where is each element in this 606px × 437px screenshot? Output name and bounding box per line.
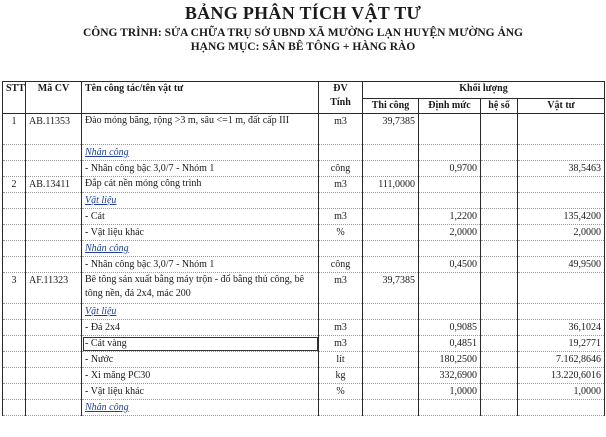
thi-cong-cell <box>363 193 419 209</box>
stt-cell <box>3 193 26 209</box>
he-so-cell <box>481 209 518 225</box>
category-row <box>3 304 605 320</box>
stt-cell <box>3 161 26 177</box>
ma-cv-cell <box>26 145 82 161</box>
dinh-muc-cell <box>419 400 481 416</box>
ma-cv-cell: AF.11323 <box>26 273 82 304</box>
unit-cell: m3 <box>319 209 363 225</box>
work-item-row <box>3 177 605 193</box>
vat-tu-cell <box>518 400 605 416</box>
vat-tu-cell <box>518 177 605 193</box>
unit-cell <box>319 304 363 320</box>
col-dv-line2: Tính <box>330 97 351 108</box>
unit-cell: % <box>319 225 363 241</box>
name-cell: - Cát vàng <box>82 336 319 352</box>
unit-cell <box>319 400 363 416</box>
dinh-muc-cell: 1,2200 <box>419 209 481 225</box>
stt-cell <box>3 400 26 416</box>
resource-row <box>3 161 605 177</box>
unit-cell: m3 <box>319 177 363 193</box>
work-item-row <box>3 114 605 145</box>
unit-cell: m3 <box>319 336 363 352</box>
category-label: Nhân công <box>85 147 129 158</box>
vat-tu-cell <box>518 273 605 304</box>
dinh-muc-cell: 0,4500 <box>419 257 481 273</box>
dinh-muc-cell: 1,0000 <box>419 384 481 400</box>
dinh-muc-cell: 0,9700 <box>419 161 481 177</box>
category-label: Nhân công <box>85 243 129 254</box>
col-khoi-luong: Khối lượng <box>363 82 605 99</box>
unit-cell: m3 <box>319 273 363 304</box>
name-cell: - Nước <box>82 352 319 368</box>
name-cell: Bê tông sản xuất bằng máy trộn - đổ bằng thủ công, bê tông nền, đá 2x4, mác 200 <box>82 273 319 304</box>
vat-tu-cell: 49,9500 <box>518 257 605 273</box>
dinh-muc-cell: 332,6900 <box>419 368 481 384</box>
he-so-cell <box>481 145 518 161</box>
dinh-muc-cell <box>419 145 481 161</box>
name-cell <box>82 241 319 257</box>
vat-tu-cell <box>518 145 605 161</box>
name-cell: - Vật liệu khác <box>82 225 319 241</box>
dinh-muc-cell <box>419 304 481 320</box>
col-thi-cong: Thi công <box>363 99 419 114</box>
name-cell: - Vật liệu khác <box>82 384 319 400</box>
col-ma-cv: Mã CV <box>26 82 82 114</box>
name-cell <box>82 193 319 209</box>
col-dv <box>319 82 363 114</box>
name-cell <box>82 400 319 416</box>
vat-tu-cell: 7.162,8646 <box>518 352 605 368</box>
ma-cv-cell <box>26 257 82 273</box>
unit-cell: kg <box>319 368 363 384</box>
vat-tu-cell: 36,1024 <box>518 320 605 336</box>
he-so-cell <box>481 368 518 384</box>
he-so-cell <box>481 257 518 273</box>
stt-cell <box>3 145 26 161</box>
he-so-cell <box>481 352 518 368</box>
vat-tu-cell <box>518 193 605 209</box>
stt-cell: 1 <box>3 114 26 145</box>
he-so-cell <box>481 193 518 209</box>
thi-cong-cell <box>363 257 419 273</box>
col-stt: STT <box>3 82 26 114</box>
vat-tu-cell: 135,4200 <box>518 209 605 225</box>
name-cell: - Xi măng PC30 <box>82 368 319 384</box>
he-so-cell <box>481 336 518 352</box>
he-so-cell <box>481 177 518 193</box>
materials-table <box>2 81 605 416</box>
name-cell: - Nhân công bậc 3,0/7 - Nhóm 1 <box>82 257 319 273</box>
thi-cong-cell: 39,7385 <box>363 114 419 145</box>
dinh-muc-cell <box>419 273 481 304</box>
stt-cell <box>3 336 26 352</box>
ma-cv-cell <box>26 336 82 352</box>
vat-tu-cell <box>518 304 605 320</box>
document-title: BẢNG PHÂN TÍCH VẬT TƯ <box>184 3 422 23</box>
dinh-muc-cell: 180,2500 <box>419 352 481 368</box>
dinh-muc-cell <box>419 241 481 257</box>
unit-cell: m3 <box>319 114 363 145</box>
dinh-muc-cell: 0,4851 <box>419 336 481 352</box>
unit-cell: công <box>319 161 363 177</box>
thi-cong-cell <box>363 336 419 352</box>
col-dinh-muc: Định mức <box>419 99 481 114</box>
thi-cong-cell <box>363 368 419 384</box>
ma-cv-cell <box>26 241 82 257</box>
thi-cong-cell <box>363 161 419 177</box>
resource-row <box>3 225 605 241</box>
ma-cv-cell <box>26 400 82 416</box>
col-dv-line1: ĐV <box>333 83 348 94</box>
name-cell: - Đá 2x4 <box>82 320 319 336</box>
thi-cong-cell <box>363 352 419 368</box>
stt-cell: 3 <box>3 273 26 304</box>
resource-row <box>3 352 605 368</box>
resource-row <box>3 257 605 273</box>
ma-cv-cell <box>26 304 82 320</box>
col-ten: Tên công tác/tên vật tư <box>82 82 319 114</box>
category-row <box>3 145 605 161</box>
ma-cv-cell <box>26 209 82 225</box>
stt-cell: 2 <box>3 177 26 193</box>
he-so-cell <box>481 400 518 416</box>
ma-cv-cell <box>26 368 82 384</box>
thi-cong-cell <box>363 320 419 336</box>
vat-tu-cell: 38,5463 <box>518 161 605 177</box>
dinh-muc-cell: 2,0000 <box>419 225 481 241</box>
name-cell <box>82 304 319 320</box>
col-vat-tu: Vật tư <box>518 99 605 114</box>
thi-cong-cell <box>363 400 419 416</box>
he-so-cell <box>481 114 518 145</box>
dinh-muc-cell <box>419 193 481 209</box>
vat-tu-cell: 1,0000 <box>518 384 605 400</box>
he-so-cell <box>481 273 518 304</box>
name-cell <box>82 145 319 161</box>
resource-row <box>3 320 605 336</box>
vat-tu-cell: 2,0000 <box>518 225 605 241</box>
unit-cell <box>319 193 363 209</box>
resource-row <box>3 384 605 400</box>
name-cell: Đào móng băng, rộng >3 m, sâu <=1 m, đất cấp III <box>82 114 319 145</box>
ma-cv-cell <box>26 225 82 241</box>
stt-cell <box>3 368 26 384</box>
category-label: Nhân công <box>85 402 129 413</box>
he-so-cell <box>481 161 518 177</box>
thi-cong-cell <box>363 145 419 161</box>
he-so-cell <box>481 304 518 320</box>
dinh-muc-cell: 0,9085 <box>419 320 481 336</box>
project-line: CÔNG TRÌNH: SỬA CHỮA TRỤ SỞ UBND XÃ MƯỜNG LẠN HUYỆN MƯỜNG ẢNG <box>83 27 523 39</box>
stt-cell <box>3 241 26 257</box>
dinh-muc-cell <box>419 177 481 193</box>
category-row <box>3 400 605 416</box>
ma-cv-cell <box>26 352 82 368</box>
thi-cong-cell: 111,0000 <box>363 177 419 193</box>
resource-row <box>3 336 605 352</box>
category-row <box>3 193 605 209</box>
ma-cv-cell <box>26 161 82 177</box>
thi-cong-cell <box>363 304 419 320</box>
unit-cell: công <box>319 257 363 273</box>
name-cell: Đắp cát nền móng công trình <box>82 177 319 193</box>
category-row <box>3 241 605 257</box>
col-he-so: hệ số <box>481 99 518 114</box>
stt-cell <box>3 225 26 241</box>
ma-cv-cell <box>26 193 82 209</box>
item-line: HẠNG MỤC: SÂN BÊ TÔNG + HÀNG RÀO <box>190 41 416 53</box>
vat-tu-cell: 19,2771 <box>518 336 605 352</box>
stt-cell <box>3 352 26 368</box>
dinh-muc-cell <box>419 114 481 145</box>
name-cell: - Nhân công bậc 3,0/7 - Nhóm 1 <box>82 161 319 177</box>
unit-cell <box>319 241 363 257</box>
vat-tu-cell <box>518 241 605 257</box>
ma-cv-cell <box>26 384 82 400</box>
stt-cell <box>3 304 26 320</box>
ma-cv-cell: AB.11353 <box>26 114 82 145</box>
work-item-row <box>3 273 605 304</box>
he-so-cell <box>481 241 518 257</box>
category-label: Vật liệu <box>85 306 117 317</box>
unit-cell: % <box>319 384 363 400</box>
stt-cell <box>3 257 26 273</box>
he-so-cell <box>481 320 518 336</box>
vat-tu-cell: 13.220,6016 <box>518 368 605 384</box>
he-so-cell <box>481 384 518 400</box>
thi-cong-cell <box>363 225 419 241</box>
thi-cong-cell: 39,7385 <box>363 273 419 304</box>
thi-cong-cell <box>363 241 419 257</box>
table-body <box>3 114 605 416</box>
category-label: Vật liệu <box>85 195 117 206</box>
he-so-cell <box>481 225 518 241</box>
unit-cell: lít <box>319 352 363 368</box>
thi-cong-cell <box>363 209 419 225</box>
thi-cong-cell <box>363 384 419 400</box>
name-cell: - Cát <box>82 209 319 225</box>
stt-cell <box>3 209 26 225</box>
ma-cv-cell <box>26 320 82 336</box>
unit-cell <box>319 145 363 161</box>
resource-row <box>3 209 605 225</box>
unit-cell: m3 <box>319 320 363 336</box>
resource-row <box>3 368 605 384</box>
vat-tu-cell <box>518 114 605 145</box>
stt-cell <box>3 384 26 400</box>
ma-cv-cell: AB.13411 <box>26 177 82 193</box>
stt-cell <box>3 320 26 336</box>
